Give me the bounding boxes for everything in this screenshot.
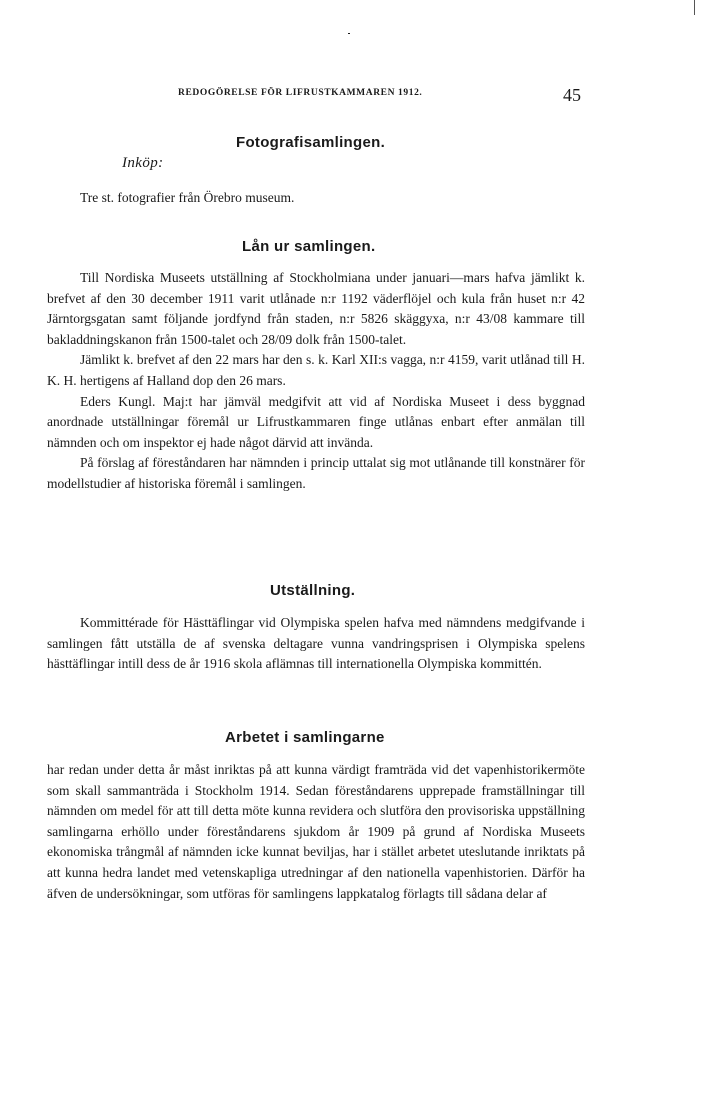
section-body-arbetet [47,760,585,904]
page-number: 45 [563,85,581,105]
section-heading-utstallning: Utställning. [270,582,356,599]
section-heading-lan: Lån ur samlingen. [242,238,376,255]
inkop-entry: Tre st. fotografier från Örebro museum. [80,190,295,205]
scan-mark [348,33,350,34]
paragraph: Kommittérade för Hästtäflingar vid Olympiska spelen hafva med nämndens medgifvande i samlingen fått utställa de af svenska deltagare vunna vandringsprisen i Olympiska spelens hästtäflingar intill dess de år 1916 skola aflämnas till internationella Olympiska kommittén. [47,615,585,672]
section-body-lan [47,268,585,495]
paragraph: Jämlikt k. brefvet af den 22 mars har den s. k. Karl XII:s vagga, n:r 4159, varit utlånad till H. K. H. hertigens af Halland dop den 26 mars. [47,352,585,388]
section-body-utstallning [47,613,585,675]
section-heading-fotografisamlingen: Fotografisamlingen. [236,134,386,151]
paragraph: har redan under detta år måst inriktas på att kunna värdigt framträda vid det vapenhistorikermöte som skall sammanträda i Stockholm 1914. Sedan föreståndarens upprepade framställningar till nämnden om medel för att till detta möte kunna revidera och slutföra den provisoriska uppställning samlingarna erhöllo under föreståndarens sjukdom år 1909 på grund af Nordiska Museets ekonomiska trångmål af nämnden icke kunnat beviljas, har i stället arbetet uteslutande inriktats på att kunna hedra landet med vetenskapliga utredningar af den nationella vapenhistorien. Därför ha äfven de undersökningar, som utföras för samlingens lappkatalog förlagts till sådana delar af [47,762,585,901]
paragraph: På förslag af föreståndaren har nämnden i princip uttalat sig mot utlånande till konstnärer för modellstudier af historiska föremål i samlingen. [47,455,585,491]
scan-mark [694,0,695,15]
paragraph: Till Nordiska Museets utställning af Stockholmiana under januari—mars hafva jämlikt k. brefvet af den 30 december 1911 varit utlånade n:r 1192 väderflöjel och kula från huset n:r 42 Järntorgsgatan samt följande jordfynd från staden, n:r 5826 skäggyxa, n:r 43/08 kammare till bakladdningskanon från 1500-talet och 28/09 dolk från 1500-talet. [47,270,585,347]
paragraph: Eders Kungl. Maj:t har jämväl medgifvit att vid af Nordiska Museet i dess byggnad anordnade utställningar föremål ur Lifrustkammaren finge utlånas enbart efter anmälan till nämnden och om inspektor ej hade något därvid att invända. [47,393,585,450]
subheading-inkop: Inköp: [122,155,164,171]
section-heading-arbetet: Arbetet i samlingarne [225,729,385,746]
running-header: REDOGÖRELSE FÖR LIFRUSTKAMMAREN 1912. [178,88,423,98]
